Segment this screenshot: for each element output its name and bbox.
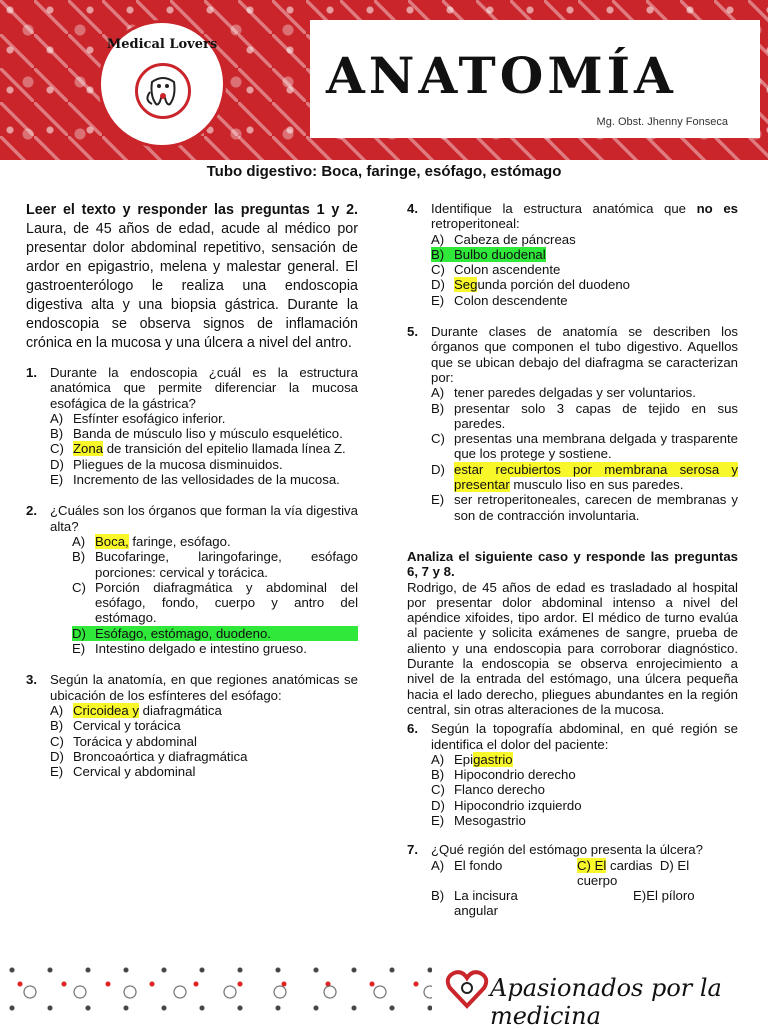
question-3 bbox=[26, 672, 358, 779]
option-c-d: C) El cardias D) El cuerpo bbox=[577, 857, 690, 888]
option-e: E) Incremento de las vellosidades de la mucosa. bbox=[50, 472, 340, 488]
right-column bbox=[407, 201, 738, 935]
option-e: E) ser retroperitoneales, carecen de membranas y son de contracción involuntaria. bbox=[431, 492, 738, 523]
highlight: Zona bbox=[73, 441, 104, 457]
heart-stethoscope-icon bbox=[444, 966, 490, 1012]
case-intro-lead: Leer el texto y responder las preguntas 1 y 2. bbox=[26, 202, 358, 218]
option-a: El fondo bbox=[454, 857, 503, 873]
question-text: Durante la endoscopia ¿cuál es la estructura anatómica que permite diferenciar la mucosa esofágica de la gástrica? bbox=[50, 365, 358, 411]
question-number: 6. bbox=[407, 721, 418, 737]
option-d: D) Segunda porción del duodeno bbox=[431, 277, 630, 293]
option-c: C) presentas una membrana delgada y trasparente que los protege y sostiene. bbox=[431, 431, 738, 462]
tooth-mascot-icon bbox=[135, 63, 191, 119]
left-column bbox=[26, 201, 358, 795]
question-7 bbox=[407, 842, 738, 918]
option-a: A) Cricoidea y diafragmática bbox=[50, 702, 222, 718]
case-intro bbox=[26, 201, 358, 353]
option-d-correct: D) Esófago, estómago, duodeno. bbox=[72, 626, 358, 641]
question-text: ¿Qué región del estómago presenta la úlcera? bbox=[431, 842, 703, 858]
question-text: Identifique la estructura anatómica que no es retroperitoneal: bbox=[431, 201, 738, 232]
option-a: A) Cabeza de páncreas bbox=[431, 231, 576, 247]
question-number: 7. bbox=[407, 842, 418, 858]
option-d: D) Hipocondrio izquierdo bbox=[431, 797, 582, 813]
option-e: E) Intestino delgado e intestino grueso. bbox=[72, 641, 307, 657]
question-text: ¿Cuáles son los órganos que forman la vía digestiva alta? bbox=[50, 503, 358, 534]
footer-slogan: Apasionados por la medicina bbox=[490, 974, 722, 1030]
page-header bbox=[0, 0, 768, 160]
question-5 bbox=[407, 324, 738, 523]
case-2-title: Analiza el siguiente caso y responde las preguntas 6, 7 y 8. bbox=[407, 548, 738, 580]
option-b: B) Bucofaringe, laringofaringe, esófago porciones: cervical y torácica. bbox=[72, 549, 358, 580]
highlight: C) El bbox=[577, 857, 607, 873]
case-2 bbox=[407, 549, 738, 717]
question-1 bbox=[26, 365, 358, 487]
option-a: A) tener paredes delgadas y ser voluntarios. bbox=[431, 385, 696, 401]
question-number: 1. bbox=[26, 365, 37, 380]
author-name: Mg. Obst. Jhenny Fonseca bbox=[596, 116, 728, 128]
logo-text: Medical Lovers bbox=[106, 37, 218, 52]
highlight: Seg bbox=[454, 277, 478, 293]
options-grid: A) El fondo C) El cardias D) El cuerpo B) La incisura angular E)El píloro bbox=[431, 858, 738, 919]
question-number: 4. bbox=[407, 201, 418, 216]
highlight: Cricoidea y bbox=[73, 702, 139, 718]
option-a: A) Epigastrio bbox=[431, 751, 513, 767]
question-number: 5. bbox=[407, 324, 418, 340]
question-number: 3. bbox=[26, 672, 37, 688]
option-c: C) Torácica y abdominal bbox=[50, 733, 197, 749]
footer-medical-pattern bbox=[0, 958, 432, 1024]
option-d: D) estar recubiertos por membrana serosa y presentar musculo liso en sus paredes. bbox=[431, 461, 738, 493]
question-text: Según la anatomía, en que regiones anatómicas se ubicación de los esfínteres del esófago: bbox=[50, 672, 358, 703]
question-2 bbox=[26, 503, 358, 656]
question-6 bbox=[407, 721, 738, 828]
question-text: Durante clases de anatomía se describen los órganos que componen el tubo digestivo. Aquellos que se ubican debajo del diafragma se caracterizan por: bbox=[431, 324, 738, 385]
medical-lovers-logo bbox=[98, 20, 226, 148]
option-c: C) Colon ascendente bbox=[431, 262, 561, 278]
option-b-correct: B) Bulbo duodenal bbox=[431, 246, 546, 262]
document-subtitle: Tubo digestivo: Boca, faringe, esófago, estómago bbox=[206, 163, 562, 180]
case-intro-text: Laura, de 45 años de edad, acude al médico por presentar dolor abdominal repetitivo, sensación de ardor en epigastrio, melena y malestar general. El gastroenterólogo le realiza una endoscopia digestiva alta y una biopsia gástrica. Durante la endoscopia se observa signos de inflamación crónica en la mucosa y una úlcera a nivel del antro. bbox=[26, 221, 358, 351]
question-4 bbox=[407, 201, 738, 308]
option-c: C) Zona de transición del epitelio llamada línea Z. bbox=[50, 441, 346, 457]
option-d: D) Pliegues de la mucosa disminuidos. bbox=[50, 456, 283, 472]
question-text: Según la topografía abdominal, en qué región se identifica el dolor del paciente: bbox=[431, 721, 738, 752]
option-e: E) Cervical y abdominal bbox=[50, 764, 196, 780]
option-e: E) Colon descendente bbox=[431, 292, 568, 308]
option-b: B) presentar solo 3 capas de tejido en sus paredes. bbox=[431, 400, 738, 431]
option-b: La incisura angular bbox=[454, 888, 518, 919]
highlight: gastrio bbox=[473, 751, 513, 767]
option-e: E)El píloro bbox=[633, 888, 695, 904]
option-d: D) Broncoaórtica y diafragmática bbox=[50, 748, 248, 764]
option-a: A) Boca, faringe, esófago. bbox=[72, 533, 231, 549]
option-c: C) Flanco derecho bbox=[431, 782, 545, 798]
option-c: C) Porción diafragmática y abdominal del esófago, fondo, cuerpo y antro del estómago. bbox=[72, 579, 358, 626]
option-e: E) Mesogastrio bbox=[431, 812, 526, 828]
case-2-text: Rodrigo, de 45 años de edad es trasladado al hospital por presentar dolor abdominal intenso a nivel del apéndice xifoides, tipo ardor. El médico de turno evalúa al paciente y solicita exámenes de sangre, prueba de aliento y una endoscopia para corroborar diagnóstico. Durante la endoscopia se observa enrojecimiento a nivel de la entrada del estómago, una úlcera pequeña hacia el lado derecho, pliegues abundantes en la región central, sin otras alteraciones de la mucosa. bbox=[407, 579, 738, 717]
highlight: estar recubiertos por membrana serosa y presentar bbox=[454, 461, 738, 493]
option-a: A) Esfínter esofágico inferior. bbox=[50, 410, 226, 426]
highlight: Boca, bbox=[95, 533, 129, 549]
option-b: B) Banda de músculo liso y músculo esquelético. bbox=[50, 426, 343, 442]
option-b: B) Cervical y torácica bbox=[50, 718, 181, 734]
option-b: B) Hipocondrio derecho bbox=[431, 767, 576, 783]
question-number: 2. bbox=[26, 503, 37, 519]
page-footer bbox=[0, 958, 768, 1030]
page-title: ANATOMÍA bbox=[326, 46, 677, 105]
